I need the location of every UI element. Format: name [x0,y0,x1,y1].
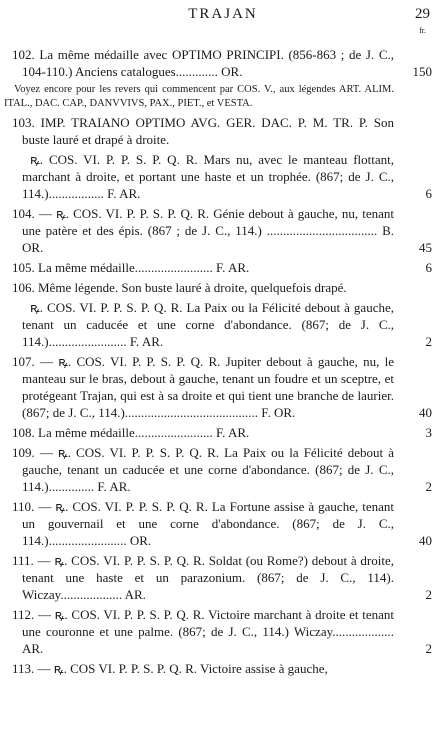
entry-text: 105. La même médaille........................ F. AR. [12,260,250,275]
catalogue-entry [0,660,446,677]
entry-price: 6 [425,186,432,201]
catalogue-note [0,83,446,111]
catalogue-entry [0,444,446,495]
entry-text: ꝶ. COS. VI. P. P. S. P. Q. R. La Paix ou la Félicité debout à gauche, tenant un caducée et une corne d'abondance. (867; de J. C., 114.)........................ F. AR. [22,300,394,349]
entry-price: 45 [419,240,432,255]
catalogue-entry [0,606,446,657]
entry-price: 2 [425,479,432,494]
catalogue-entry [0,114,446,148]
entry-text: 110. — ꝶ. COS. VI. P. P. S. P. Q. R. La Fortune assise à gauche, tenant un gouvernail et une corne d'abondance. (867; de J. C., 114.)........................ OR. [12,499,394,548]
catalogue-entry [0,498,446,549]
entry-text: 102. La même médaille avec OPTIMO PRINCIPI. (856-863 ; de J. C., 104-110.) Anciens catalogues............. OR. [12,47,394,79]
entry-price: 150 [412,64,432,79]
catalogue-entry [0,151,446,202]
catalogue-entries [0,46,446,680]
entry-text: 106. Même légende. Son buste lauré à droite, quelquefois drapé. [12,280,347,295]
entry-text: 112. — ꝶ. COS. VI. P. P. S. P. Q. R. Victoire marchant à droite et tenant une couronne et une palme. (867; de J. C., 114.) Wiczay................... AR. [12,607,394,656]
catalogue-entry [0,552,446,603]
entry-price: 3 [425,425,432,440]
entry-price: 2 [425,334,432,349]
entry-text: 108. La même médaille........................ F. AR. [12,425,250,440]
catalogue-entry [0,279,446,296]
entry-text: ꝶ. COS. VI. P. P. S. P. Q. R. Mars nu, avec le manteau flottant, marchant à droite, et portant une haste et un trophée. (867; de J. C., 114.)................. F. AR. [22,152,394,201]
catalogue-entry [0,353,446,421]
entry-text: 113. — ꝶ. COS VI. P. P. S. P. Q. R. Victoire assise à gauche, [12,661,328,676]
price-unit-label: fr. [419,26,426,35]
entry-text: 104. — ꝶ. COS. VI. P. P. S. P. Q. R. Génie debout à gauche, nu, tenant une patère et des épis. (867 ; de J. C., 114.) .................................. B. OR. [12,206,394,255]
entry-text: 109. — ꝶ. COS. VI. P. P. S. P. Q. R. La Paix ou la Félicité debout à gauche, tenant un caducée et une corne d'abondance. (867; de J. C., 114.).............. F. AR. [12,445,394,494]
catalogue-entry [0,259,446,276]
entry-price: 2 [425,587,432,602]
entry-text: 107. — ꝶ. COS. VI. P. P. S. P. Q. R. Jupiter debout à gauche, nu, le manteau sur le bras, debout à gauche, tenant un foudre et un sceptre, et protégeant Trajan, qui est à sa droite et qui tient une branche de laurier. (867; de J. C., 114.)......................................... F. OR. [12,354,394,420]
entry-text: Voyez encore pour les revers qui commencent par COS. V., aux légendes ART. ALIM. ITAL., DAC. CAP., DANVVIVS, PAX., PIET., et VESTA. [4,84,394,109]
catalogue-entry [0,205,446,256]
entry-price: 40 [419,533,432,548]
catalogue-entry [0,46,446,80]
catalogue-entry [0,424,446,441]
catalogue-entry [0,299,446,350]
page-number: 29 [415,6,430,22]
entry-text: 111. — ꝶ. COS. VI. P. P. S. P. Q. R. Soldat (ou Rome?) debout à droite, tenant une haste et un parazonium. (867; de J. C., 114). Wiczay................... AR. [12,553,394,602]
entry-price: 40 [419,405,432,420]
entry-price: 6 [425,260,432,275]
entry-text: 103. IMP. TRAIANO OPTIMO AVG. GER. DAC. P. M. TR. P. Son buste lauré et drapé à droite. [12,115,394,147]
running-title: TRAJAN [188,6,258,22]
entry-price: 2 [425,641,432,656]
